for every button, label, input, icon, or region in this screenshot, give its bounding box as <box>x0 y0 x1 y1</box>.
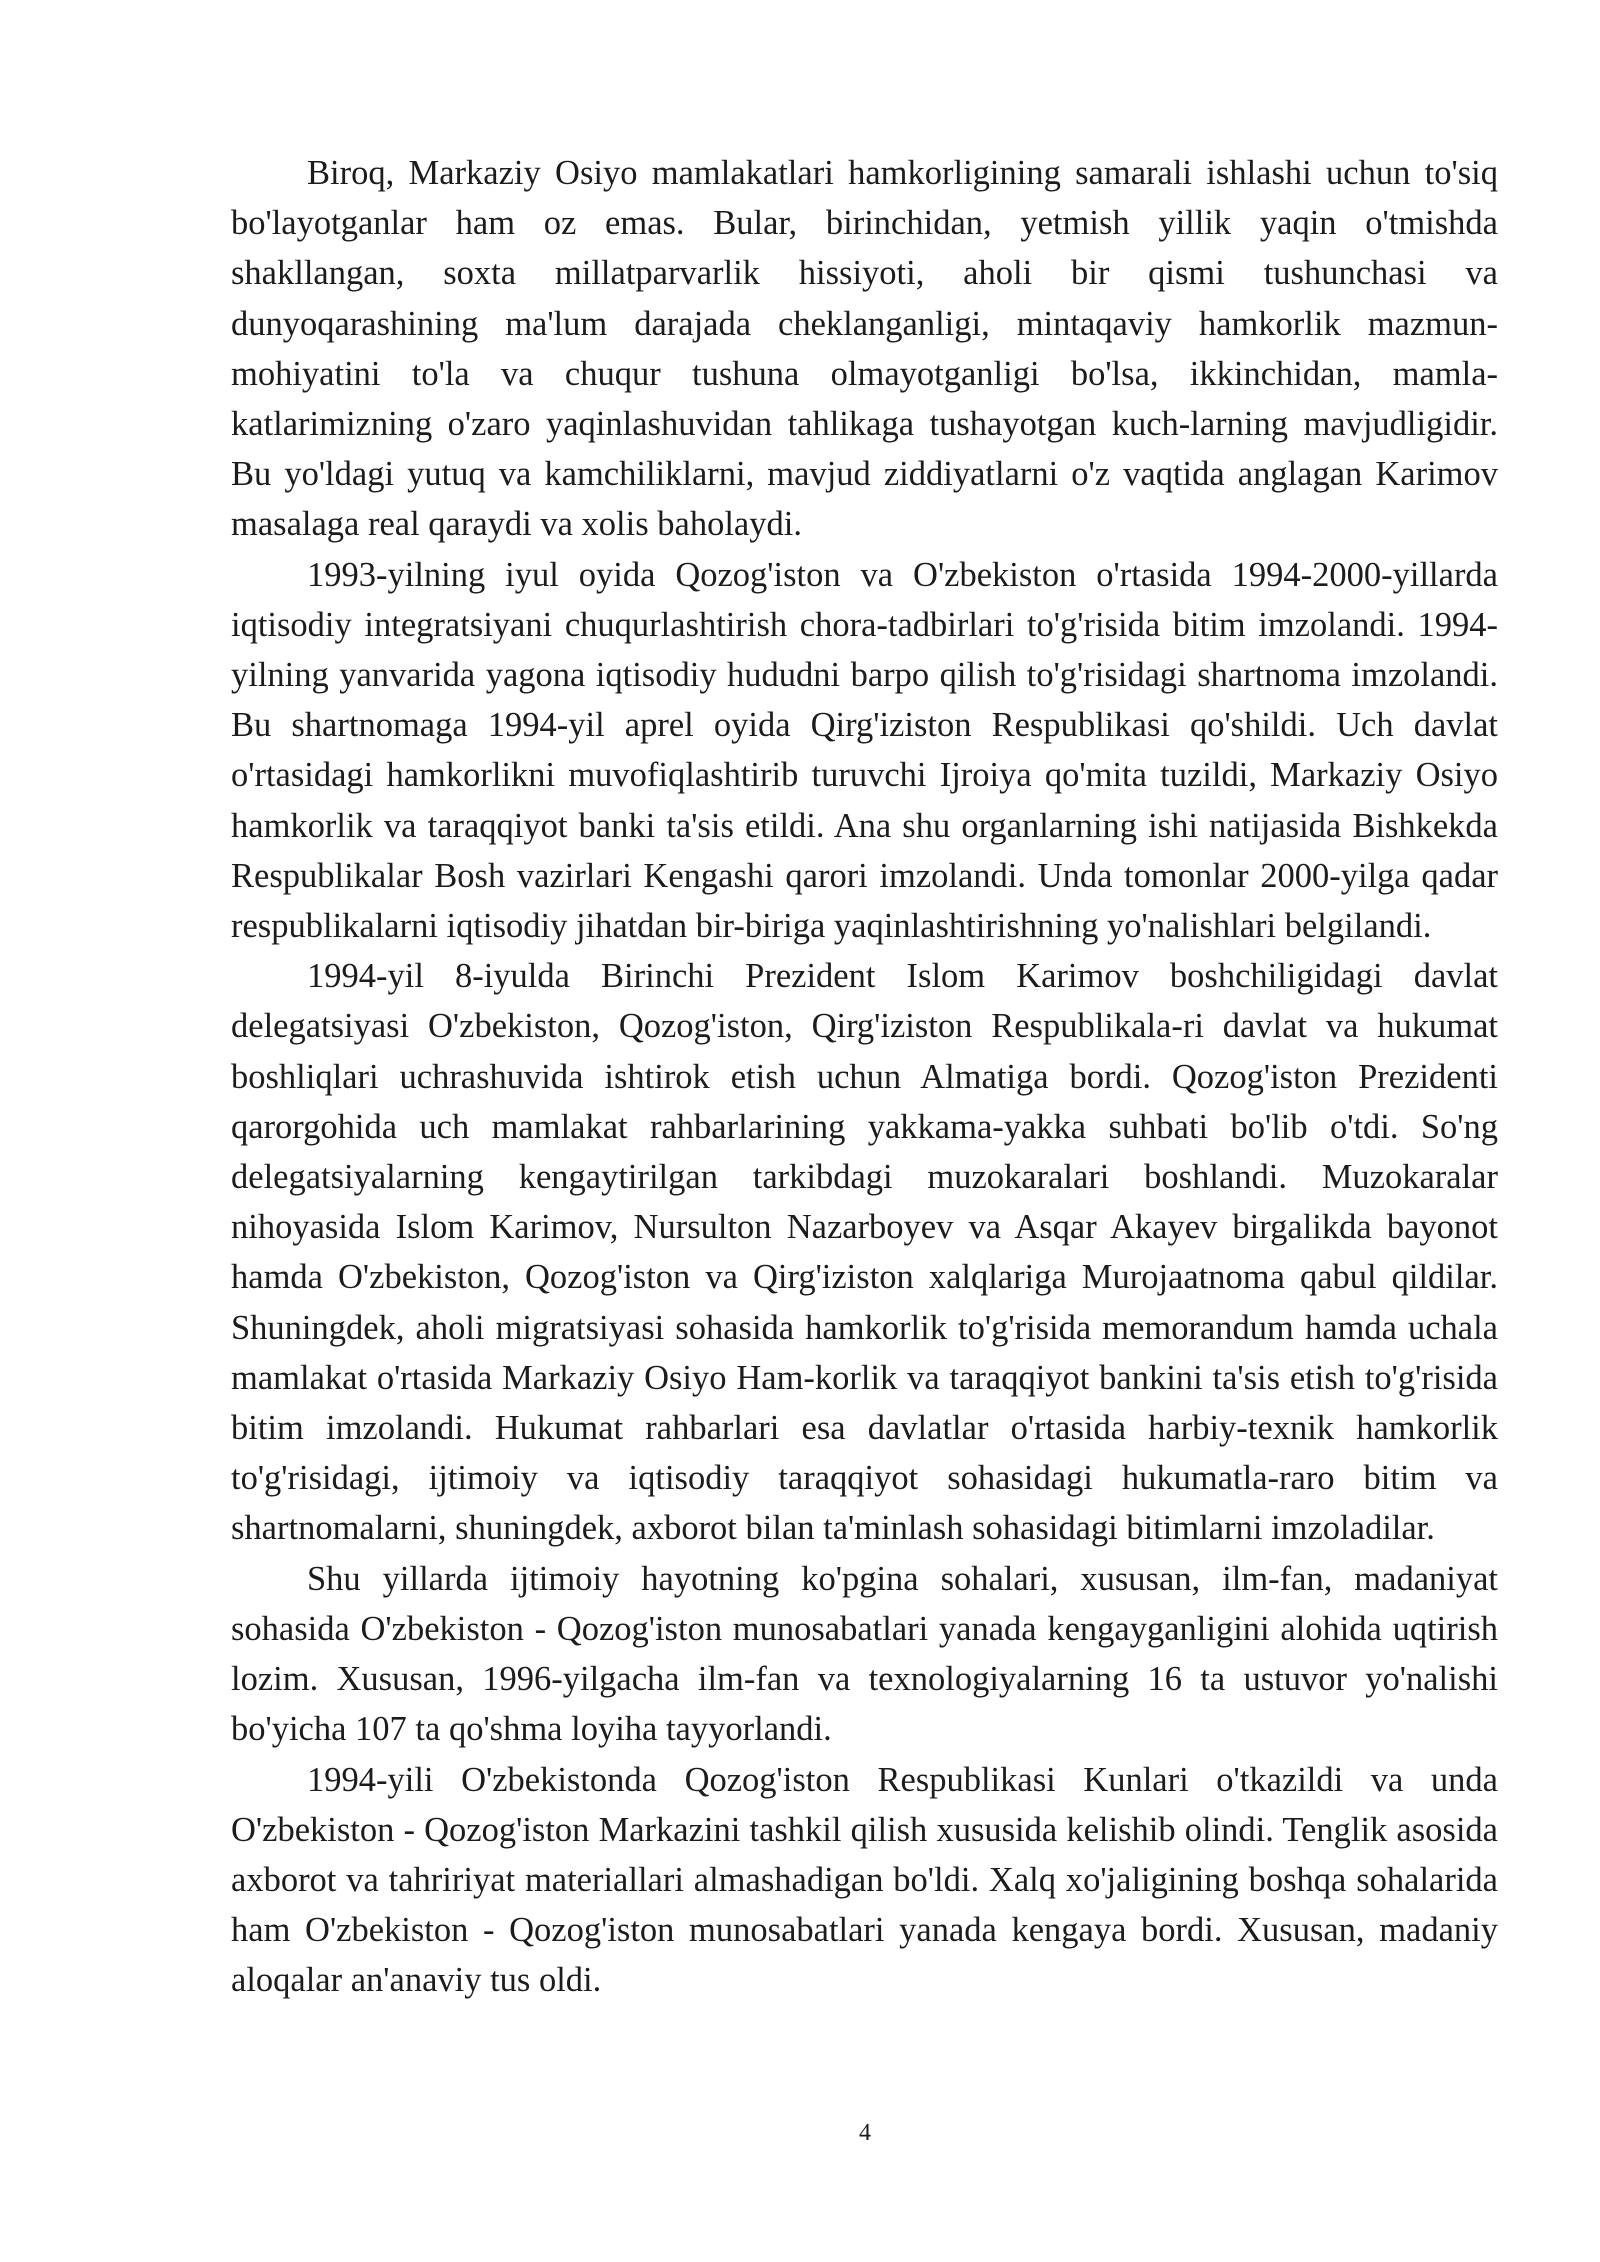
paragraph-5: 1994-yili O'zbekistonda Qozog'iston Respublikasi Kunlari o'tkazildi va unda O'zbekiston - Qozog'iston Markazini tashkil qilish xususida kelishib olindi. Tenglik asosida axborot va tahririyat materiallari almashadigan bo'ldi. Xalq xo'jaligining boshqa sohalarida ham O'zbekiston - Qozog'iston munosabatlari yanada kengaya bordi. Xususan, madaniy aloqalar an'anaviy tus oldi. <box>231 1760 1498 2000</box>
document-body <box>231 148 1498 2006</box>
page-number: 4 <box>859 2120 871 2146</box>
paragraph-4: Shu yillarda ijtimoiy hayotning ko'pgina sohalari, xususan, ilm-fan, madaniyat sohasida O'zbekiston - Qozog'iston munosabatlari yanada kengayganligini alohida uqtirish lozim. Xususan, 1996-yilgacha ilm-fan va texnologiyalarning 16 ta ustuvor yo'nalishi bo'yicha 107 ta qo'shma loyiha tayyorlandi. <box>231 1559 1498 1749</box>
paragraph-1: Biroq, Markaziy Osiyo mamlakatlari hamkorligining samarali ishlashi uchun to'siq bo'layotganlar ham oz emas. Bular, birinchidan, yetmish yillik yaqin o'tmishda shakllangan, soxta millatparvarlik hissiyoti, aholi bir qismi tushunchasi va dunyoqarashining ma'lum darajada cheklanganligi, mintaqaviy hamkorlik mazmun-mohiyatini to'la va chuqur tushuna olmayotganligi bo'lsa, ikkinchidan, mamla-katlarimizning o'zaro yaqinlashuvidan tahlikaga tushayotgan kuch-larning mavjudligidir. Bu yo'ldagi yutuq va kamchiliklarni, mavjud ziddiyatlarni o'z vaqtida anglagan Karimov masalaga real qaraydi va xolis baholaydi. <box>231 154 1498 544</box>
paragraph-2: 1993-yilning iyul oyida Qozog'iston va O'zbekiston o'rtasida 1994-2000-yillarda iqtisodiy integratsiyani chuqurlashtirish chora-tadbirlari to'g'risida bitim imzolandi. 1994-yilning yanvarida yagona iqtisodiy hududni barpo qilish to'g'risidagi shartnoma imzolandi. Bu shartnomaga 1994-yil aprel oyida Qirg'iziston Respublikasi qo'shildi. Uch davlat o'rtasidagi hamkorlikni muvofiqlashtirib turuvchi Ijroiya qo'mita tuzildi, Markaziy Osiyo hamkorlik va taraqqiyot banki ta'sis etildi. Ana shu organlarning ishi natijasida Bishkekda Respublikalar Bosh vazirlari Kengashi qarori imzolandi. Unda tomonlar 2000-yilga qadar respublikalarni iqtisodiy jihatdan bir-biriga yaqinlashtirishning yo'nalishlari belgilandi. <box>231 555 1498 946</box>
paragraph-3: 1994-yil 8-iyulda Birinchi Prezident Islom Karimov boshchiligidagi davlat delegatsiyasi O'zbekiston, Qozog'iston, Qirg'iziston Respublikala-ri davlat va hukumat boshliqlari uchrashuvida ishtirok etish uchun Almatiga bordi. Qozog'iston Prezidenti qarorgohida uch mamlakat rahbarlarining yakkama-yakka suhbati bo'lib o'tdi. So'ng delegatsiyalarning kengaytirilgan tarkibdagi muzokaralari boshlandi. Muzokaralar nihoyasida Islom Karimov, Nursulton Nazarboyev va Asqar Akayev birgalikda bayonot hamda O'zbekiston, Qozog'iston va Qirg'iziston xalqlariga Murojaatnoma qabul qildilar. Shuningdek, aholi migratsiyasi sohasida hamkorlik to'g'risida memorandum hamda uchala mamlakat o'rtasida Markaziy Osiyo Ham-korlik va taraqqiyot bankini ta'sis etish to'g'risida bitim imzolandi. Hukumat rahbarlari esa davlatlar o'rtasida harbiy-texnik hamkorlik to'g'risidagi, ijtimoiy va iqtisodiy taraqqiyot sohasidagi hukumatla-raro bitim va shartnomalarni, shuningdek, axborot bilan ta'minlash sohasidagi bitimlarni imzoladilar. <box>231 957 1498 1548</box>
